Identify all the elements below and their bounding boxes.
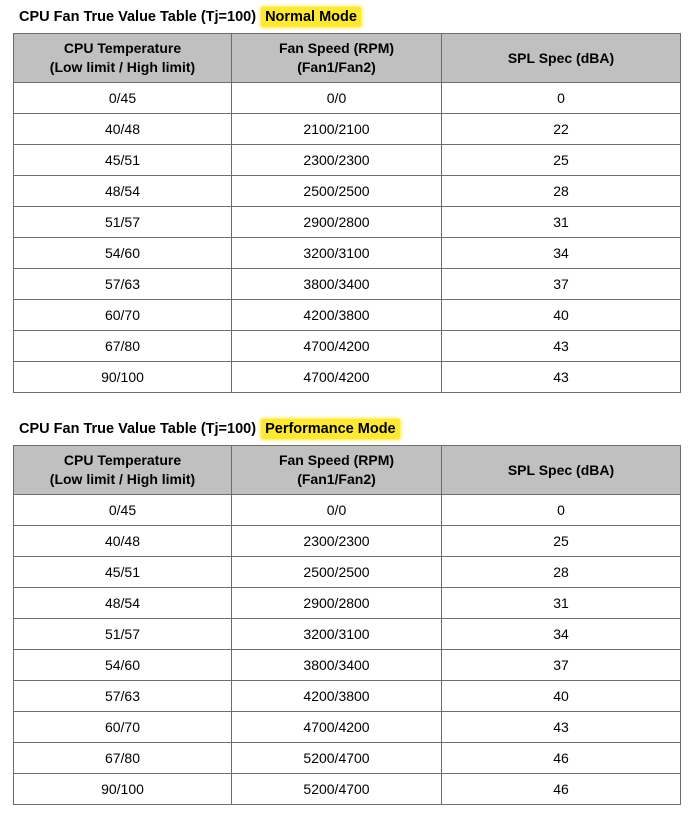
table-row xyxy=(14,557,681,588)
temperature-header-line1: CPU Temperature xyxy=(63,40,182,56)
spl-cell: 0 xyxy=(442,495,681,526)
spl-cell: 28 xyxy=(442,176,681,207)
temperature-column-header xyxy=(14,446,232,495)
table-header-row xyxy=(14,34,681,83)
temperature-cell: 0/45 xyxy=(14,83,232,114)
table-row xyxy=(14,743,681,774)
spl-column-header xyxy=(442,34,681,83)
spl-cell: 31 xyxy=(442,588,681,619)
fan-speed-cell: 2500/2500 xyxy=(232,176,442,207)
fan-speed-cell: 5200/4700 xyxy=(232,743,442,774)
temperature-cell: 67/80 xyxy=(14,743,232,774)
temperature-cell: 0/45 xyxy=(14,495,232,526)
spl-cell: 46 xyxy=(442,743,681,774)
spl-cell: 43 xyxy=(442,362,681,393)
performance-mode-highlight: Performance Mode xyxy=(261,419,400,439)
temperature-header-line2: (Low limit / High limit) xyxy=(49,59,196,75)
fan-speed-cell: 0/0 xyxy=(232,495,442,526)
fan-speed-cell: 5200/4700 xyxy=(232,774,442,805)
spl-cell: 34 xyxy=(442,238,681,269)
temperature-cell: 57/63 xyxy=(14,681,232,712)
table-row xyxy=(14,681,681,712)
temperature-header-line2: (Low limit / High limit) xyxy=(49,471,196,487)
fan-speed-cell: 3800/3400 xyxy=(232,269,442,300)
fan-speed-header-line1: Fan Speed (RPM) xyxy=(278,40,395,56)
spl-cell: 31 xyxy=(442,207,681,238)
spl-cell: 22 xyxy=(442,114,681,145)
spl-cell: 37 xyxy=(442,269,681,300)
temperature-cell: 48/54 xyxy=(14,588,232,619)
fan-speed-cell: 4700/4200 xyxy=(232,331,442,362)
fan-speed-cell: 3200/3100 xyxy=(232,619,442,650)
spl-header-label: SPL Spec (dBA) xyxy=(507,49,615,66)
normal-mode-table-body xyxy=(14,83,681,393)
table-row xyxy=(14,176,681,207)
table-row xyxy=(14,774,681,805)
temperature-cell: 60/70 xyxy=(14,300,232,331)
table-row xyxy=(14,269,681,300)
fan-speed-cell: 2300/2300 xyxy=(232,526,442,557)
spl-cell: 34 xyxy=(442,619,681,650)
performance-mode-title-prefix: CPU Fan True Value Table (Tj=100) xyxy=(19,421,257,437)
fan-speed-cell: 3200/3100 xyxy=(232,238,442,269)
spl-header-label: SPL Spec (dBA) xyxy=(507,461,615,478)
temperature-column-header xyxy=(14,34,232,83)
table-row xyxy=(14,495,681,526)
temperature-cell: 90/100 xyxy=(14,362,232,393)
table-header-row xyxy=(14,446,681,495)
table-row xyxy=(14,238,681,269)
performance-mode-title xyxy=(19,419,400,439)
temperature-cell: 40/48 xyxy=(14,114,232,145)
normal-mode-title xyxy=(19,7,361,27)
table-row xyxy=(14,650,681,681)
fan-speed-cell: 2900/2800 xyxy=(232,207,442,238)
fan-speed-header-line1: Fan Speed (RPM) xyxy=(278,452,395,468)
table-row xyxy=(14,83,681,114)
spl-cell: 40 xyxy=(442,681,681,712)
table-row xyxy=(14,712,681,743)
spl-cell: 37 xyxy=(442,650,681,681)
fan-speed-column-header xyxy=(232,446,442,495)
fan-speed-cell: 4700/4200 xyxy=(232,362,442,393)
spl-cell: 46 xyxy=(442,774,681,805)
performance-mode-table-body xyxy=(14,495,681,805)
temperature-header-line1: CPU Temperature xyxy=(63,452,182,468)
temperature-cell: 60/70 xyxy=(14,712,232,743)
table-row xyxy=(14,362,681,393)
table-row xyxy=(14,114,681,145)
fan-speed-cell: 0/0 xyxy=(232,83,442,114)
fan-speed-column-header xyxy=(232,34,442,83)
fan-speed-cell: 2500/2500 xyxy=(232,557,442,588)
temperature-cell: 51/57 xyxy=(14,619,232,650)
table-row xyxy=(14,331,681,362)
spl-cell: 40 xyxy=(442,300,681,331)
spl-cell: 43 xyxy=(442,331,681,362)
spl-cell: 25 xyxy=(442,526,681,557)
fan-speed-cell: 4200/3800 xyxy=(232,681,442,712)
spl-cell: 25 xyxy=(442,145,681,176)
fan-speed-cell: 4200/3800 xyxy=(232,300,442,331)
temperature-cell: 51/57 xyxy=(14,207,232,238)
fan-speed-cell: 3800/3400 xyxy=(232,650,442,681)
table-row xyxy=(14,300,681,331)
spl-column-header xyxy=(442,446,681,495)
temperature-cell: 90/100 xyxy=(14,774,232,805)
temperature-cell: 45/51 xyxy=(14,145,232,176)
temperature-cell: 57/63 xyxy=(14,269,232,300)
fan-speed-header-line2: (Fan1/Fan2) xyxy=(297,471,376,487)
spl-cell: 28 xyxy=(442,557,681,588)
fan-speed-cell: 4700/4200 xyxy=(232,712,442,743)
normal-mode-table xyxy=(13,33,681,393)
table-row xyxy=(14,145,681,176)
temperature-cell: 40/48 xyxy=(14,526,232,557)
normal-mode-highlight: Normal Mode xyxy=(261,7,361,27)
table-row xyxy=(14,207,681,238)
table-row xyxy=(14,526,681,557)
temperature-cell: 54/60 xyxy=(14,238,232,269)
temperature-cell: 48/54 xyxy=(14,176,232,207)
fan-speed-cell: 2300/2300 xyxy=(232,145,442,176)
spl-cell: 0 xyxy=(442,83,681,114)
spl-cell: 43 xyxy=(442,712,681,743)
fan-speed-cell: 2100/2100 xyxy=(232,114,442,145)
table-row xyxy=(14,588,681,619)
temperature-cell: 67/80 xyxy=(14,331,232,362)
performance-mode-table xyxy=(13,445,681,805)
fan-speed-header-line2: (Fan1/Fan2) xyxy=(297,59,376,75)
temperature-cell: 45/51 xyxy=(14,557,232,588)
normal-mode-title-prefix: CPU Fan True Value Table (Tj=100) xyxy=(19,9,257,25)
fan-speed-cell: 2900/2800 xyxy=(232,588,442,619)
table-row xyxy=(14,619,681,650)
temperature-cell: 54/60 xyxy=(14,650,232,681)
